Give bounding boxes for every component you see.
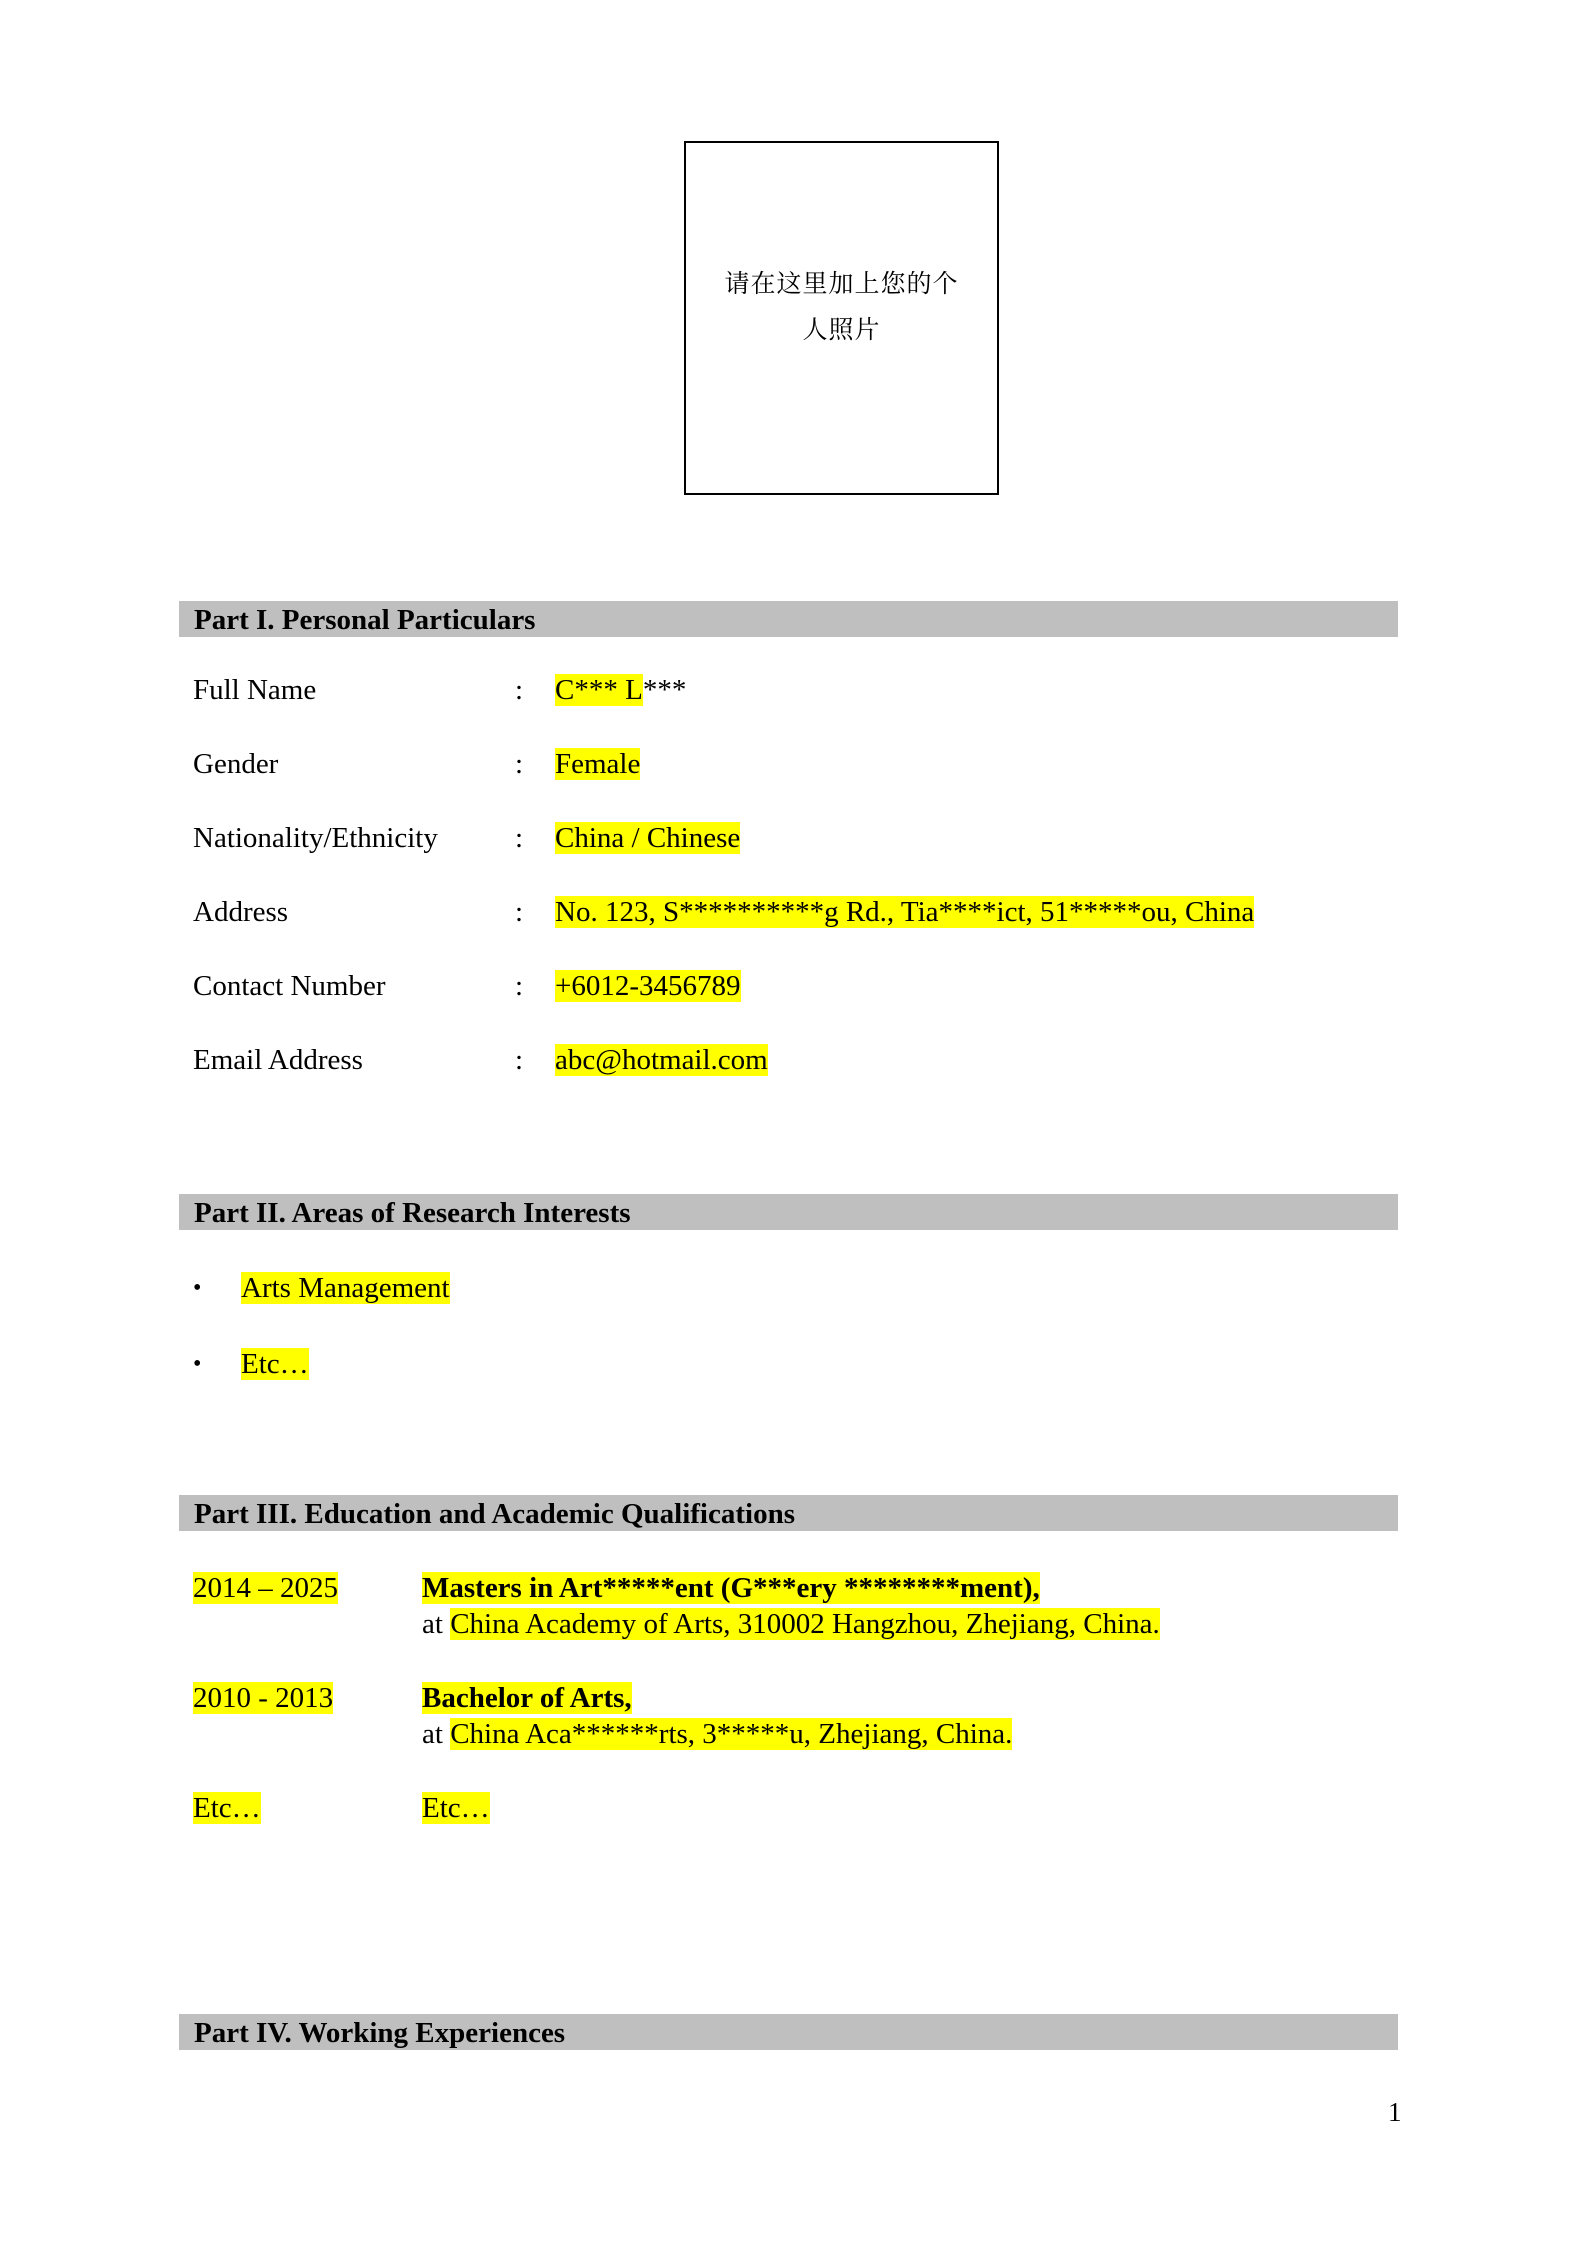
research-interest-text: Arts Management <box>241 1272 450 1304</box>
research-interest-item <box>241 1270 450 1306</box>
email-value <box>555 1042 768 1078</box>
education-institution-text: China Aca******rts, 3*****u, Zhejiang, China. <box>450 1718 1013 1750</box>
education-years <box>193 1680 333 1716</box>
contact-number-label: Contact Number <box>193 970 386 1002</box>
address-text: No. 123, S**********g Rd., Tia****ict, 51*****ou, China <box>555 896 1255 928</box>
photo-placeholder-line-2: 人照片 <box>802 315 881 344</box>
education-at: at <box>422 1608 443 1640</box>
contact-number-value <box>555 968 741 1004</box>
education-years <box>193 1570 338 1606</box>
address-colon: : <box>515 896 524 928</box>
page-number: 1 <box>1388 2097 1402 2127</box>
part2-heading: Part II. Areas of Research Interests <box>179 1194 1398 1230</box>
full-name-value <box>555 672 686 708</box>
part1-heading: Part I. Personal Particulars <box>179 601 1398 637</box>
full-name-rest: *** <box>642 674 687 706</box>
full-name-highlighted: C*** L <box>555 674 643 706</box>
email-label: Email Address <box>193 1044 363 1076</box>
education-years-text: 2014 – 2025 <box>193 1572 338 1604</box>
nationality-label: Nationality/Ethnicity <box>193 822 438 854</box>
education-years-text: 2010 - 2013 <box>193 1682 334 1714</box>
part3-heading: Part III. Education and Academic Qualifications <box>179 1495 1398 1531</box>
contact-number-text: +6012-3456789 <box>555 970 741 1002</box>
education-degree <box>422 1680 632 1716</box>
education-years-text: Etc… <box>193 1792 261 1824</box>
education-degree <box>422 1790 490 1826</box>
photo-placeholder-text <box>706 261 977 353</box>
research-interest-item <box>241 1346 309 1382</box>
research-interest-text: Etc… <box>241 1348 309 1380</box>
part4-heading: Part IV. Working Experiences <box>179 2014 1398 2050</box>
education-institution-text: China Academy of Arts, 310002 Hangzhou, Zhejiang, China. <box>450 1608 1160 1640</box>
nationality-text: China / Chinese <box>555 822 741 854</box>
bullet-icon: • <box>193 1275 202 1301</box>
photo-placeholder <box>684 141 999 495</box>
email-text: abc@hotmail.com <box>555 1044 768 1076</box>
full-name-colon: : <box>515 674 524 706</box>
address-label: Address <box>193 896 289 928</box>
education-degree-text: Etc… <box>422 1792 490 1824</box>
address-value <box>555 894 1254 930</box>
full-name-label: Full Name <box>193 674 317 706</box>
gender-value <box>555 746 640 782</box>
education-degree-text: Masters in Art*****ent (G***ery ********ment), <box>422 1572 1040 1604</box>
education-at: at <box>422 1718 443 1750</box>
gender-text: Female <box>555 748 641 780</box>
gender-colon: : <box>515 748 524 780</box>
education-degree-text: Bachelor of Arts, <box>422 1682 632 1714</box>
bullet-icon: • <box>193 1351 202 1377</box>
gender-label: Gender <box>193 748 279 780</box>
email-colon: : <box>515 1044 524 1076</box>
nationality-value <box>555 820 740 856</box>
nationality-colon: : <box>515 822 524 854</box>
contact-number-colon: : <box>515 970 524 1002</box>
education-years <box>193 1790 261 1826</box>
education-institution <box>422 1716 1012 1752</box>
photo-placeholder-line-1: 请在这里加上您的个 <box>724 269 959 298</box>
education-degree <box>422 1570 1040 1606</box>
education-institution <box>422 1606 1160 1642</box>
